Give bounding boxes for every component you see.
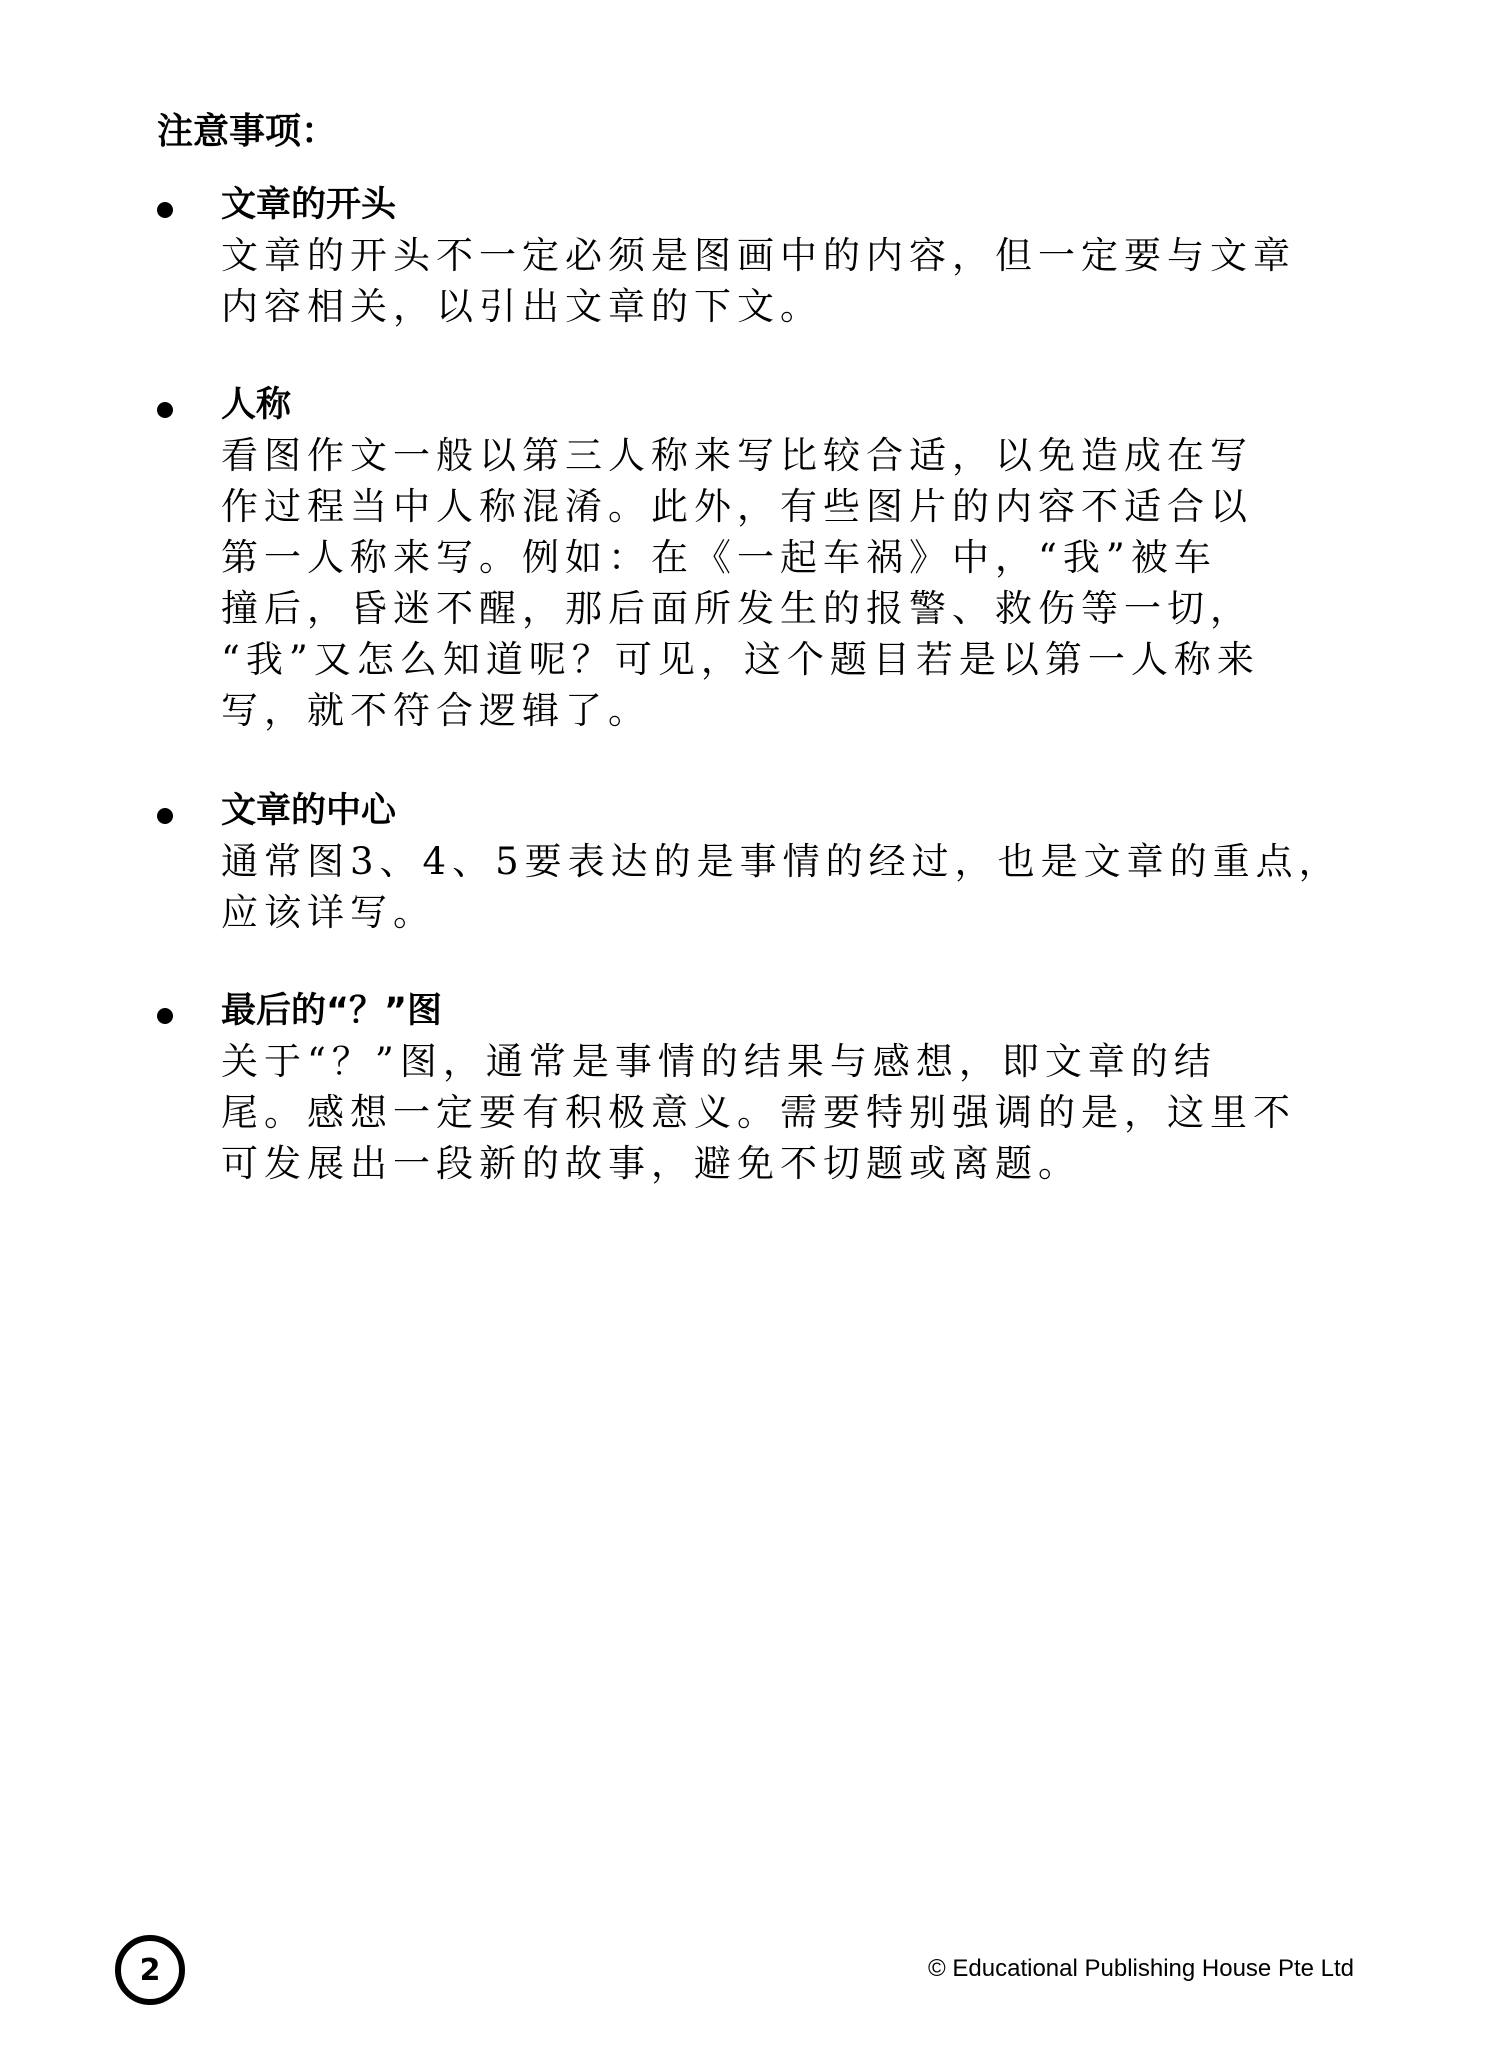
body-line: 尾。感想一定要有积极意义。需要特别强调的是，这里不 (221, 1091, 1296, 1134)
body-line: “我”又怎么知道呢？可见，这个题目若是以第一人称来 (221, 638, 1260, 681)
section-body (221, 430, 1361, 736)
copyright-notice: © Educational Publishing House Pte Ltd (928, 1955, 1354, 1982)
body-line: 撞后，昏迷不醒，那后面所发生的报警、救伤等一切， (221, 587, 1253, 630)
body-line: 第一人称来写。例如：在《一起车祸》中，“我”被车 (221, 536, 1217, 579)
body-line: 关于“？”图，通常是事情的结果与感想，即文章的结 (221, 1040, 1217, 1083)
body-line: 通常图3、4、5要表达的是事情的经过，也是文章的重点， (221, 840, 1342, 883)
body-line: 文章的开头不一定必须是图画中的内容，但一定要与文章 (221, 234, 1296, 277)
section-body (221, 1036, 1361, 1189)
bullet-icon (157, 202, 173, 218)
bullet-icon (157, 402, 173, 418)
body-line: 作过程当中人称混淆。此外，有些图片的内容不适合以 (221, 485, 1253, 528)
page-number: 2 (115, 1935, 185, 2005)
body-line: 写，就不符合逻辑了。 (221, 689, 651, 732)
section-title: 文章的中心 (221, 791, 397, 831)
section-title: 最后的“？”图 (221, 991, 443, 1031)
body-line: 应该详写。 (221, 891, 436, 934)
body-line: 可发展出一段新的故事，避免不切题或离题。 (221, 1142, 1081, 1185)
section-title: 文章的开头 (221, 185, 397, 225)
body-line: 内容相关，以引出文章的下文。 (221, 285, 823, 328)
section-title: 人称 (221, 385, 292, 425)
section-body (221, 230, 1361, 332)
section-body (221, 836, 1361, 938)
bullet-icon (157, 808, 173, 824)
page-heading: 注意事项： (157, 111, 338, 152)
body-line: 看图作文一般以第三人称来写比较合适，以免造成在写 (221, 434, 1253, 477)
bullet-icon (157, 1008, 173, 1024)
